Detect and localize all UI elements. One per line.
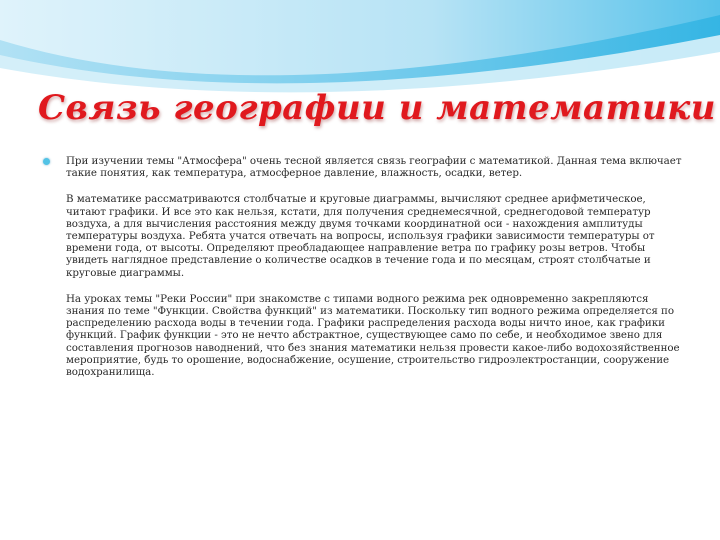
paragraph-math-diagrams: В математике рассматриваются столбчатые и круговые диаграммы, вычисляют среднее арифметическое, читают графики. И все это как нельзя, кстати, для получения среднемесячной, среднегодовой температур воздуха, а для вычисления расстояния между двумя точками координатной оси - нахождения амплитуды температуры воздуха. Ребята учатся отвечать на вопросы, используя графики зависимости температуры от времени года, от высоты. Определяют преобладающее направление ветра по графику розы ветров. Чтобы увидеть наглядное представление о количестве осадков в течение года и по месяцам, строят столбчатые и круговые диаграммы. [66,193,655,279]
paragraph-rivers-functions: На уроках темы "Реки России" при знакомстве с типами водного режима рек одновременно закрепляются знания по теме "Функции. Свойства функций" из математики. Поскольку тип водного режима определяется по распределению расхода воды в течении года. Графики распределения расхода воды ничто иное, как графики функций. График функции - это не нечто абстрактное, существующее само по себе, и необходимое звено для составления прогнозов наводнений, что без знания математики нельзя провести какое-либо водохозяйственное мероприятие, будь то орошение, водоснабжение, осушение, строительство гидроэлектростанции, сооружение водохранилища. [66,292,680,379]
header-wave-decoration [0,0,720,95]
bullet-item [40,155,685,378]
slide-content [40,155,685,392]
bullet-dot-icon [43,158,50,165]
slide-title: Связь географии и математики [38,88,717,128]
paragraph-atmosphere: При изучении темы "Атмосфера" очень тесной является связь географии с математикой. Данная тема включает такие понятия, как температура, атмосферное давление, влажность, осадки, ветер. [66,155,682,180]
